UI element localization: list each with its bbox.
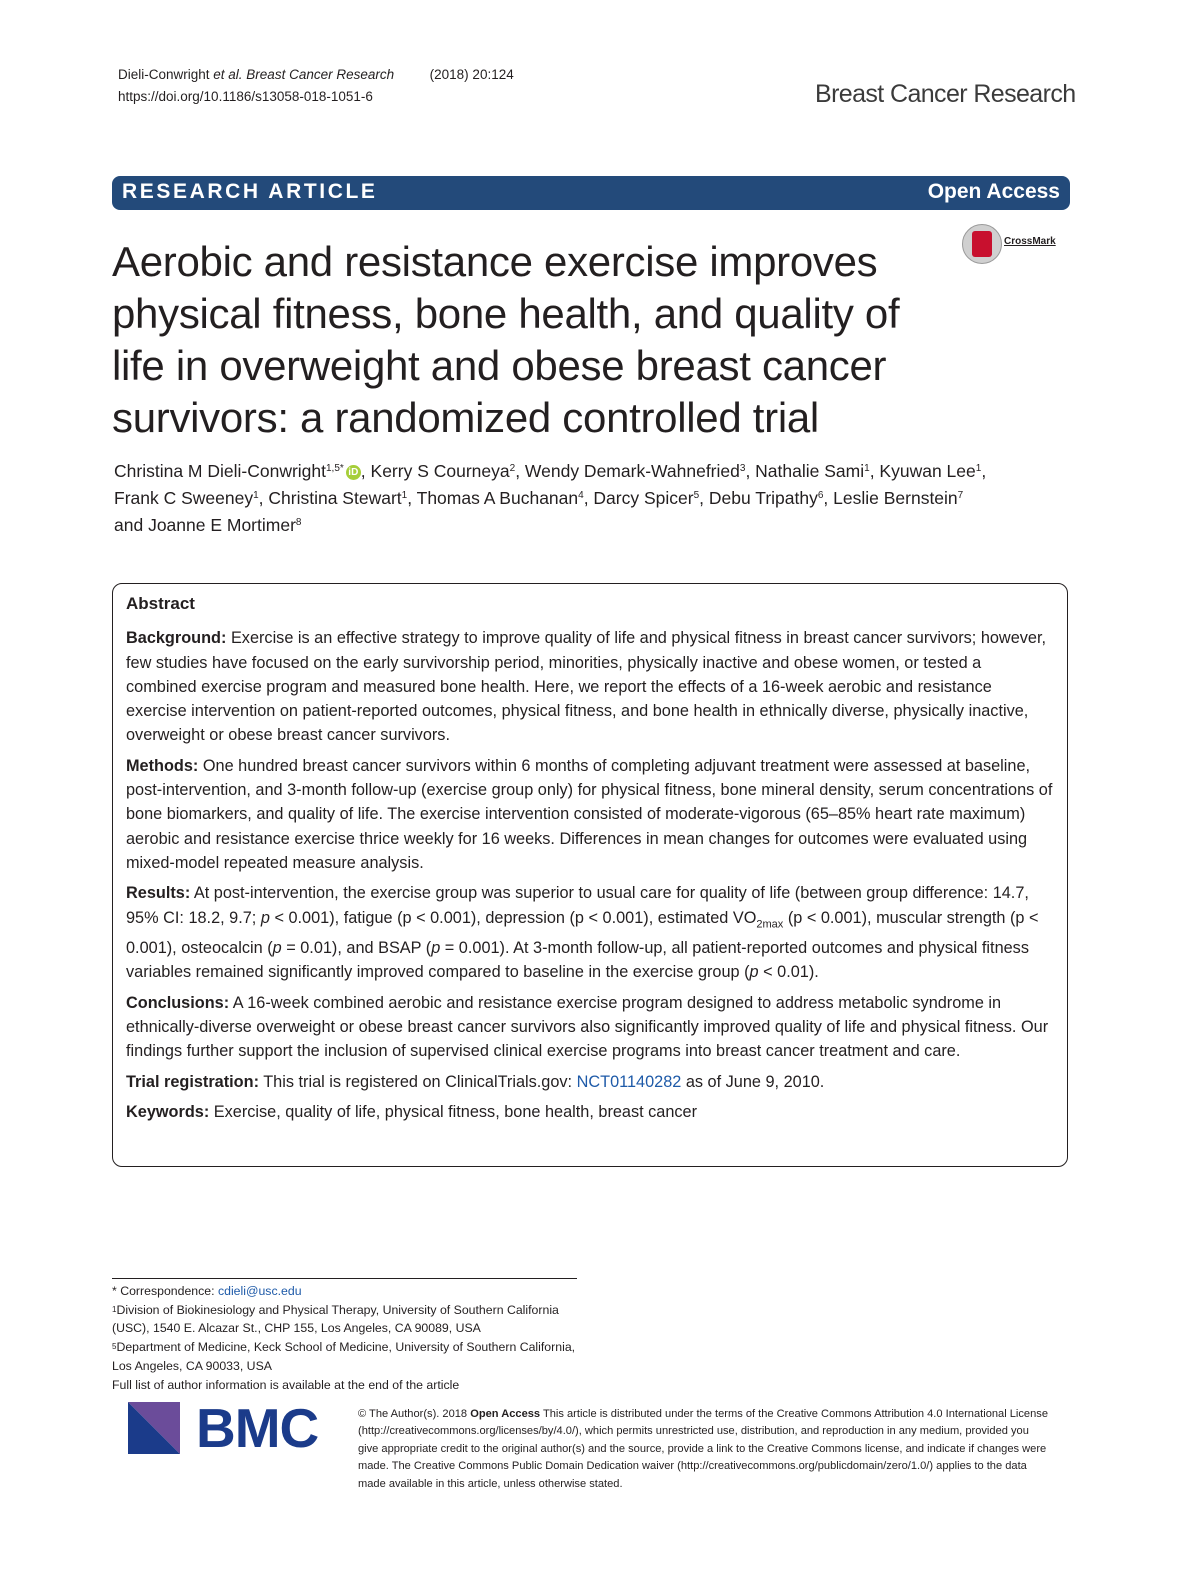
crossmark-label: CrossMark [1004,236,1056,247]
abstract-heading: Abstract [126,594,195,613]
p-symbol: p [749,963,759,982]
orcid-icon[interactable]: iD [346,465,361,480]
license-text: This article is distributed under the terms of the Creative Commons Attribution 4.0 International License (http://creativecommons.org/licenses/by/4.0/), which permits unrestricted use, distribution, and reproduction in any medium, provided you give appropriate credit to the original author(s) and the source, provide a link to the Creative Commons license, and indicate if changes were made. The Creative Commons Public Domain Dedication waiver (http://creativecommons.org/publicdomain/zero/1.0/) applies to the data made available in this article, unless otherwise stated. [358,1408,1048,1490]
author-affiliation: 1 [864,463,870,474]
abstract-results [126,881,1056,984]
journal-name: Breast Cancer Research [815,80,1076,108]
abstract-keywords [126,1100,1056,1124]
author-affiliation: 1,5* [326,463,344,474]
author-affiliation: 1 [975,463,982,474]
affiliation-number: 1 [112,1304,117,1314]
citation-year: (2018) 20:124 [429,67,514,82]
article-title: Aerobic and resistance exercise improves physical fitness, bone health, and quality of life in overweight and obese breast cancer survivors: a randomized controlled trial [112,238,900,441]
citation-journal: et al. Breast Cancer Research [213,67,395,82]
abstract-methods [126,754,1056,875]
vo2max-subscript: 2max [756,917,784,930]
author: Kerry S Courneya [370,461,510,481]
doi-link[interactable]: https://doi.org/10.1186/s13058-018-1051-6 [118,89,373,104]
author: Kyuwan Lee [879,461,976,481]
correspondence [112,1282,582,1301]
author-affiliation: 2 [509,463,516,474]
conclusions-text: A 16-week combined aerobic and resistance exercise program designed to address metabolic syndrome in ethnically-diverse overweight or obese breast cancer survivors also significantly improved quality of life and physical fitness. Our findings further support the inclusion of supervised clinical exercise programs into breast cancer treatment and care. [126,993,1049,1061]
footnotes [112,1282,582,1394]
affiliation-text: Department of Medicine, Keck School of Medicine, University of Southern California, Los Angeles, CA 90033, USA [112,1340,576,1373]
author-affiliation: 7 [957,490,964,501]
conclusions-label: Conclusions: [126,993,230,1012]
affiliation-1 [112,1301,582,1338]
license-open-access: Open Access [470,1408,541,1420]
results-text: = 0.001). At 3-month follow-up, all patient-reported outcomes and physical fitness variables remained significantly improved compared to baseline in the exercise group ( [126,939,1029,982]
author-affiliation: 1 [401,490,408,501]
author: Christina M Dieli-Conwright [114,461,326,481]
keywords-text: Exercise, quality of life, physical fitness, bone health, breast cancer [209,1102,698,1121]
affiliation-text: Division of Biokinesiology and Physical Therapy, University of Southern California (USC), 1540 E. Alcazar St., CHP 155, Los Angeles, CA 90089, USA [112,1302,559,1336]
results-text: = 0.01), and BSAP ( [281,939,432,958]
author: Frank C Sweeney [114,488,254,508]
methods-text: One hundred breast cancer survivors within 6 months of completing adjuvant treatment were assessed at baseline, post-intervention, and 3-month follow-up (exercise group only) for physical fitness, bone mineral density, serum concentrations of bone biomarkers, and quality of life. The exercise intervention consisted of moderate-vigorous (65–85% heart rate maximum) aerobic and resistance exercise thrice weekly for 16 weeks. Differences in mean changes for outcomes were evaluated using mixed-model repeated measure analysis. [126,756,1053,872]
author: Nathalie Sami [755,461,865,481]
author-affiliation: 8 [295,517,302,528]
author-affiliation: 1 [253,490,259,501]
author-affiliation: 6 [817,490,824,501]
crossmark-icon [962,224,1002,264]
author: Darcy Spicer [593,488,694,508]
trial-label: Trial registration: [126,1072,259,1091]
abstract-box [112,583,1068,1167]
author: Joanne E Mortimer [148,515,296,535]
author-affiliation: 4 [578,490,584,501]
correspondence-email-link[interactable]: cdieli@usc.edu [217,1284,302,1298]
correspondence-label: * Correspondence: [112,1284,218,1298]
p-symbol: p [260,908,270,927]
abstract-conclusions [126,991,1056,1064]
author: Thomas A Buchanan [416,488,579,508]
p-symbol: p [272,939,282,958]
author: Leslie Bernstein [833,488,958,508]
results-text: < 0.001), fatigue (p < 0.001), depression (p < 0.001), estimated VO [269,908,757,927]
author-affiliation: 5 [693,490,700,501]
article-type-banner [112,176,1070,210]
bmc-logo [128,1397,333,1459]
license-lead: © The Author(s). 2018 [358,1408,471,1420]
abstract-trial-registration [126,1070,1056,1094]
crossmark-badge[interactable] [962,224,1070,264]
author-affiliation: 3 [739,463,746,474]
affiliation-5 [112,1338,582,1375]
results-label: Results: [126,884,191,903]
affiliation-number: 5 [112,1342,117,1352]
full-author-info-note: Full list of author information is available at the end of the article [112,1377,460,1392]
author: Wendy Demark-Wahnefried [524,461,740,481]
trial-text: This trial is registered on ClinicalTrials.gov: [259,1072,577,1091]
background-text: Exercise is an effective strategy to improve quality of life and physical fitness in breast cancer survivors; however, few studies have focused on the early survivorship period, minorities, physically inactive and obese women, or tested a combined exercise program and measured bone health. Here, we report the effects of a 16-week aerobic and resistance exercise intervention on patient-reported outcomes, physical fitness, and bone health in ethnically diverse, physically inactive, overweight or obese breast cancer survivors. [126,629,1046,745]
footnote-divider [112,1278,577,1279]
keywords-label: Keywords: [126,1102,210,1121]
author-list: Christina M Dieli-Conwright$^{1,5*}$ iD , Kerry S Courneya$^2$, Wendy Demark-Wahnefried$^3$, Nathalie Sami$^1$, Kyuwan Lee$^1$, Frank C Sweeney$^1$, Christina Stewart$^1$, Thomas A Buchanan$^4$, Darcy Spicer$^5$, Debu Tripathy$^6$, Leslie Bernstein$^7$ and Joanne E Mortimer$^8$ [114,461,987,535]
results-text: (p < 0.001), muscular strength (p < 0.001), osteocalcin ( [126,908,1039,958]
author: Debu Tripathy [708,488,818,508]
author: Christina Stewart [268,488,402,508]
methods-label: Methods: [126,756,199,775]
trial-date: as of June 9, 2010. [681,1072,825,1091]
citation-line [118,64,514,86]
license-statement [358,1406,1048,1493]
background-label: Background: [126,629,227,648]
bmc-logo-icon [128,1402,190,1454]
p-symbol: p [431,939,441,958]
trial-id-link[interactable]: NCT01140282 [576,1072,682,1091]
results-text: At post-intervention, the exercise group was superior to usual care for quality of life (between group difference: 14.7, 95% CI: 18.2, 9.7; [126,884,1029,927]
citation-header [118,64,514,108]
article-type: RESEARCH ARTICLE [122,180,378,203]
open-access-label: Open Access [927,180,1060,203]
results-text: < 0.01). [758,963,819,982]
abstract-background [126,626,1056,747]
citation-authors: Dieli-Conwright [118,67,214,82]
bmc-logo-text: BMC [196,1397,319,1459]
